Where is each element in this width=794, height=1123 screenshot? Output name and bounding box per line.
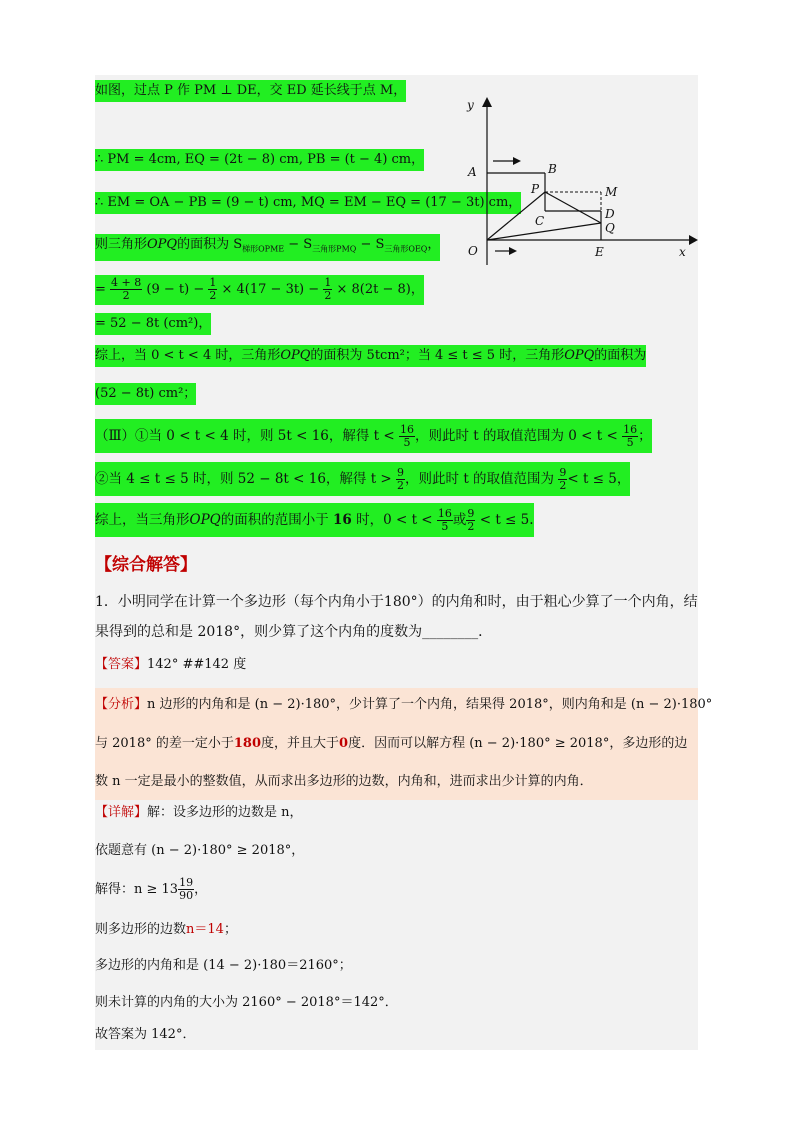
solution-line-7 bbox=[95, 345, 646, 367]
analysis-line-3: 数 n 一定是最小的整数值，从而求出多边形的边数，内角和，进而求出少计算的内角． bbox=[95, 774, 593, 789]
denominator: 5 bbox=[403, 436, 411, 449]
text: 的面积的范围小于 bbox=[220, 512, 329, 528]
text: 与 2018° 的差一定小于 bbox=[95, 736, 234, 751]
problem-line-1: 1．小明同学在计算一个多边形（每个内角小于180°）的内角和时，由于粗心少算了一个内角，结 bbox=[95, 594, 698, 610]
fraction bbox=[558, 467, 567, 492]
text: (9 − t) − bbox=[146, 282, 205, 297]
text: ∴ PM = 4cm, EQ = (2t − 8) cm, PB = (t − 4) cm， bbox=[95, 152, 425, 167]
label-m: M bbox=[605, 185, 618, 199]
numerator: 9 bbox=[467, 507, 475, 520]
fraction bbox=[396, 467, 405, 492]
detail-tag: 【详解】 bbox=[95, 805, 148, 820]
text: (52 − 8t) cm²； bbox=[95, 386, 197, 401]
text: ②当 4 ≤ t ≤ 5 时，则 52 − 8t < 16，解得 t > bbox=[95, 471, 392, 487]
math-var: OPQ bbox=[280, 348, 311, 363]
fraction bbox=[208, 277, 217, 302]
text: − S bbox=[356, 237, 385, 252]
text: 时，0 < t < bbox=[356, 512, 433, 528]
fraction bbox=[437, 508, 453, 533]
text: ； bbox=[638, 428, 652, 444]
text: 则三角形 bbox=[95, 237, 148, 252]
numerator: 1 bbox=[324, 276, 332, 289]
text: 综上，当三角形 bbox=[95, 512, 190, 528]
text: 度，并且大于 bbox=[261, 736, 340, 751]
text: 的面积为 S bbox=[177, 237, 243, 252]
text: ∴ EM = OA − PB = (9 − t) cm, MQ = EM − EQ = (17 − 3t) cm， bbox=[95, 195, 522, 210]
label-q: Q bbox=[605, 221, 615, 235]
detail-line-3 bbox=[95, 873, 207, 907]
text: （Ⅲ）①当 0 < t < 4 时，则 5t < 16，解得 t < bbox=[95, 428, 395, 444]
subscript: 三角形PMQ bbox=[312, 244, 357, 254]
solution-line-8 bbox=[95, 383, 196, 405]
text: n 边形的内角和是 (n − 2)·180°，少计算了一个内角，结果得 2018°，则内角和是 (n − 2)·180° bbox=[147, 697, 713, 712]
text: ，则此时 t 的取值范围为 0 < t < bbox=[415, 428, 618, 444]
denominator: 2 bbox=[559, 479, 567, 492]
arrow-a-head bbox=[513, 157, 521, 165]
text: < t ≤ 5. bbox=[479, 512, 534, 528]
text: 的面积为 5tcm²；当 4 ≤ t ≤ 5 时，三角形 bbox=[310, 348, 565, 363]
label-x: x bbox=[679, 245, 686, 259]
numerator: 9 bbox=[397, 466, 405, 479]
arrow-o-head bbox=[509, 247, 517, 255]
label-c: C bbox=[535, 214, 545, 228]
numerator: 16 bbox=[437, 507, 452, 520]
label-a: A bbox=[468, 165, 477, 179]
denominator: 2 bbox=[122, 289, 130, 302]
solution-line-10 bbox=[95, 462, 630, 496]
label-p: P bbox=[531, 182, 540, 196]
denominator: 2 bbox=[397, 479, 405, 492]
subscript: 三角形OEQ bbox=[384, 244, 428, 254]
detail-line-7: 故答案为 142°． bbox=[95, 1027, 196, 1042]
section-heading: 【综合解答】 bbox=[95, 555, 197, 575]
fraction bbox=[323, 277, 332, 302]
label-e: E bbox=[595, 245, 604, 259]
fraction bbox=[110, 277, 142, 302]
label-b: B bbox=[548, 162, 557, 176]
denominator: 2 bbox=[467, 520, 475, 533]
text: 或 bbox=[452, 512, 467, 528]
y-axis-arrow bbox=[482, 97, 492, 107]
text: = 52 − 8t (cm²)， bbox=[95, 316, 212, 331]
text: 解：设多边形的边数是 n， bbox=[147, 805, 303, 820]
math-var: OPQ bbox=[564, 348, 595, 363]
text: 如图，过点 P 作 PM ⊥ DE，交 ED 延长线于点 M， bbox=[95, 83, 407, 98]
denominator: 2 bbox=[324, 289, 332, 302]
numerator: 4 + 8 bbox=[111, 276, 142, 289]
solution-line-6 bbox=[95, 313, 211, 335]
text: 则多边形的边数 bbox=[95, 922, 187, 937]
geometry-figure bbox=[453, 75, 698, 265]
bold-number: 16 bbox=[333, 512, 352, 528]
solution-line-5: = $\frac{4 + 8}{2}$ (9 − t) − $\frac{1}{2}$ × 4(17 − 3t) − $\frac{1}{2}$ × 8(2t − 8)， bbox=[95, 275, 424, 305]
problem-line-2: 果得到的总和是 2018°，则少算了这个内角的度数为________． bbox=[95, 624, 493, 640]
text: < t ≤ 5， bbox=[567, 471, 631, 487]
solution-line-11 bbox=[95, 503, 534, 537]
fraction bbox=[399, 424, 415, 449]
denominator: 5 bbox=[626, 436, 634, 449]
label-y: y bbox=[467, 98, 474, 112]
bold-number: 0 bbox=[339, 736, 349, 751]
denominator: 5 bbox=[441, 520, 449, 533]
text: ，则此时 t 的取值范围为 bbox=[405, 471, 555, 487]
text: × 4(17 − 3t) − bbox=[221, 282, 320, 297]
fraction bbox=[178, 877, 194, 902]
analysis-line-1 bbox=[95, 694, 712, 716]
segment-pq bbox=[545, 192, 601, 223]
text: ， bbox=[194, 882, 208, 897]
denominator: 90 bbox=[179, 889, 194, 902]
text: ； bbox=[223, 922, 237, 937]
label-d: D bbox=[605, 207, 615, 221]
detail-line-1 bbox=[95, 802, 303, 824]
numerator: 1 bbox=[209, 276, 217, 289]
text: 度．因而可以解方程 (n − 2)·180° ≥ 2018°，多边形的边 bbox=[348, 736, 688, 751]
detail-line-2: 依题意有 (n − 2)·180° ≥ 2018°， bbox=[95, 843, 305, 858]
denominator: 2 bbox=[209, 289, 217, 302]
highlight-text: n＝14 bbox=[186, 922, 224, 937]
text: ， bbox=[427, 237, 441, 252]
numerator: 16 bbox=[400, 423, 414, 436]
solution-line-9 bbox=[95, 419, 652, 453]
subscript: 梯形OPME bbox=[242, 244, 285, 254]
text: − S bbox=[284, 237, 313, 252]
analysis-line-2 bbox=[95, 733, 687, 755]
solution-line-1 bbox=[95, 80, 406, 102]
detail-line-5: 多边形的内角和是 (14 − 2)·180＝2160°； bbox=[95, 958, 352, 973]
x-axis-arrow bbox=[689, 235, 698, 245]
bold-number: 180 bbox=[233, 736, 261, 751]
fraction bbox=[622, 424, 638, 449]
answer-text: 142° ##142 度 bbox=[147, 657, 247, 672]
label-o: O bbox=[468, 244, 478, 258]
text: 解得：n ≥ 13 bbox=[95, 882, 179, 897]
detail-line-4 bbox=[95, 919, 237, 941]
text: × 8(2t − 8)， bbox=[336, 282, 424, 297]
analysis-tag: 【分析】 bbox=[95, 697, 148, 712]
text: 的面积为 bbox=[594, 348, 647, 363]
math-var: OPQ bbox=[147, 237, 178, 252]
math-var: OPQ bbox=[189, 512, 221, 528]
numerator: 9 bbox=[559, 466, 567, 479]
answer-tag: 【答案】 bbox=[95, 657, 148, 672]
detail-line-6: 则未计算的内角的大小为 2160° − 2018°＝142°． bbox=[95, 995, 398, 1010]
solution-line-4 bbox=[95, 234, 440, 261]
numerator: 16 bbox=[623, 423, 638, 436]
numerator: 19 bbox=[179, 876, 194, 889]
text: 综上，当 0 < t < 4 时，三角形 bbox=[95, 348, 281, 363]
solution-line-2 bbox=[95, 149, 424, 171]
fraction bbox=[466, 508, 475, 533]
answer-line bbox=[95, 654, 246, 676]
